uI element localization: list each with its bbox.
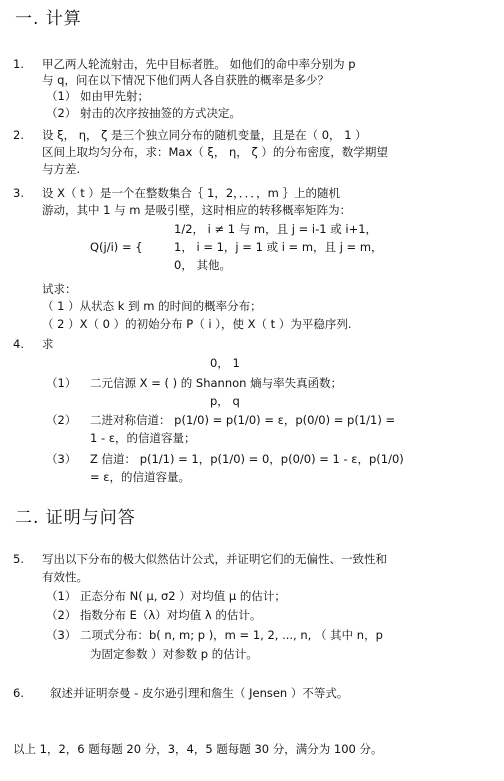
- q4-item2-label: （2）: [46, 413, 77, 427]
- q1-item2: （2） 射击的次序按抽签的方式决定。: [46, 106, 241, 120]
- q3-line1: 设 X（ t ）是一个在整数集合｛ 1，2，．．．，m ｝上的随机: [42, 186, 340, 200]
- q5-item3-line2: 为固定参数 ）对参数 p 的估计。: [90, 647, 258, 661]
- q1-number: 1.: [13, 57, 24, 71]
- q5-line1: 写出以下分布的极大似然估计公式，并证明它们的无偏性、一致性和: [42, 552, 387, 566]
- section-title-calc: 一. 计算: [15, 9, 82, 29]
- q6-text: 叙述并证明奈曼 - 皮尔逊引理和詹生（ Jensen ）不等式。: [50, 686, 349, 700]
- q4-source-bottom: p， q: [210, 394, 240, 408]
- q4-item3-line1: Z 信道： p(1/1) = 1，p(1/0) = 0，p(0/0) = 1 - ε，p(1/0): [90, 452, 404, 466]
- q4-title: 求: [42, 337, 54, 351]
- q3-line2: 游动，其中 1 与 m 是吸引壁，这时相应的转移概率矩阵为：: [42, 203, 352, 217]
- q4-source-top: 0， 1: [210, 356, 240, 370]
- q1-item1: （1） 如由甲先射；: [46, 89, 149, 103]
- q4-item2-line1: 二进对称信道： p(1/0) = p(1/0) = ε，p(0/0) = p(1/1) =: [90, 413, 396, 427]
- q3-item2: （ 2 ）X（ 0 ）的初始分布 P（ i ），使 X（ t ）为平稳序列.: [42, 317, 352, 331]
- q6-number: 6.: [13, 686, 24, 700]
- q3-ask: 试求：: [42, 282, 77, 296]
- q2-line1: 设 ξ， η， ζ 是三个独立同分布的随机变量，且是在（ 0， 1 ）: [42, 128, 367, 142]
- section-title-proof: 二. 证明与问答: [15, 508, 136, 528]
- q5-line2: 有效性。: [42, 570, 88, 584]
- q3-item1: （ 1 ）从状态 k 到 m 的时间的概率分布；: [42, 299, 262, 313]
- q4-item1-label: （1）: [46, 376, 77, 390]
- q4-number: 4.: [13, 337, 24, 351]
- q2-number: 2.: [13, 128, 24, 142]
- q1-line1: 甲乙两人轮流射击，先中目标者胜。 如他们的命中率分别为 p: [42, 57, 356, 71]
- q5-number: 5.: [13, 552, 24, 566]
- q4-item1-text: 二元信源 X = ( ) 的 Shannon 熵与率失真函数；: [90, 376, 343, 390]
- q3-matrix-row3: 0， 其他。: [174, 258, 231, 272]
- q5-item3-line1: （3） 二项式分布：b( n, m; p )，m = 1, 2, ..., n, （ 其中 n，p: [46, 628, 383, 642]
- q3-matrix-row2: 1， i = 1，j = 1 或 i = m，且 j = m，: [174, 240, 383, 254]
- q3-matrix-label: Q(j/i) = {: [90, 240, 143, 254]
- q5-item2: （2） 指数分布 E（λ）对均值 λ 的估计。: [46, 608, 262, 622]
- q3-matrix-row1: 1/2， i ≠ 1 与 m，且 j = i-1 或 i+1，: [174, 222, 378, 236]
- q1-line2: 与 q，问在以下情况下他们两人各自获胜的概率是多少？: [42, 73, 329, 87]
- score-note: 以上 1，2，6 题每题 20 分，3，4，5 题每题 30 分，满分为 100 分。: [13, 742, 383, 756]
- q2-line3: 与方差.: [42, 162, 81, 176]
- q4-item3-line2: = ε，的信道容量。: [90, 470, 191, 484]
- q4-item2-line2: 1 - ε，的信道容量；: [90, 431, 196, 445]
- q4-item3-label: （3）: [46, 452, 77, 466]
- q3-number: 3.: [13, 186, 24, 200]
- q2-line2: 区间上取均匀分布，求：Max（ ξ， η， ζ ）的分布密度，数学期望: [42, 145, 388, 159]
- q5-item1: （1） 正态分布 N( μ, σ2 ）对均值 μ 的估计；: [46, 589, 286, 603]
